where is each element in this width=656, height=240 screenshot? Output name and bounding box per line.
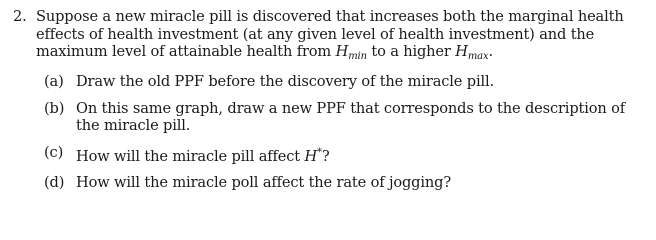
part-d-text: How will the miracle poll affect the rate of jogging?: [76, 174, 451, 191]
part-b: [44, 100, 644, 135]
stem-text-1: Suppose a new miracle pill is discovered that increases both the marginal health effects of health investment (at any given level of health investment) and the maximum level of attainable health from: [36, 8, 624, 60]
h-star-symbol: H: [304, 147, 318, 165]
question-2: [13, 8, 649, 66]
part-d: [44, 174, 644, 192]
h-max-symbol: H: [455, 43, 468, 60]
part-b-label: (b): [44, 99, 65, 117]
stem-text-2: to a higher: [366, 43, 456, 60]
question-stem: [36, 8, 642, 66]
part-c: [44, 144, 644, 166]
part-a-text: Draw the old PPF before the discovery of the miracle pill.: [76, 73, 494, 90]
part-b-text: On this same graph, draw a new PPF that corresponds to the description of the miracle pill.: [76, 99, 626, 134]
part-a-label: (a): [44, 73, 64, 90]
h-min-symbol: H: [335, 43, 349, 60]
h-max-subscript: max: [467, 51, 489, 62]
h-min-subscript: min: [348, 51, 367, 62]
question-parts: [44, 73, 644, 201]
stem-period: .: [488, 43, 493, 60]
part-d-label: (d): [44, 174, 65, 191]
part-c-label: (c): [44, 143, 64, 161]
h-star-superscript: *: [317, 146, 322, 158]
part-a: [44, 73, 644, 91]
part-c-text-after: ?: [321, 147, 330, 165]
part-c-text-before: How will the miracle pill affect: [76, 147, 305, 165]
question-number: 2.: [13, 8, 27, 25]
